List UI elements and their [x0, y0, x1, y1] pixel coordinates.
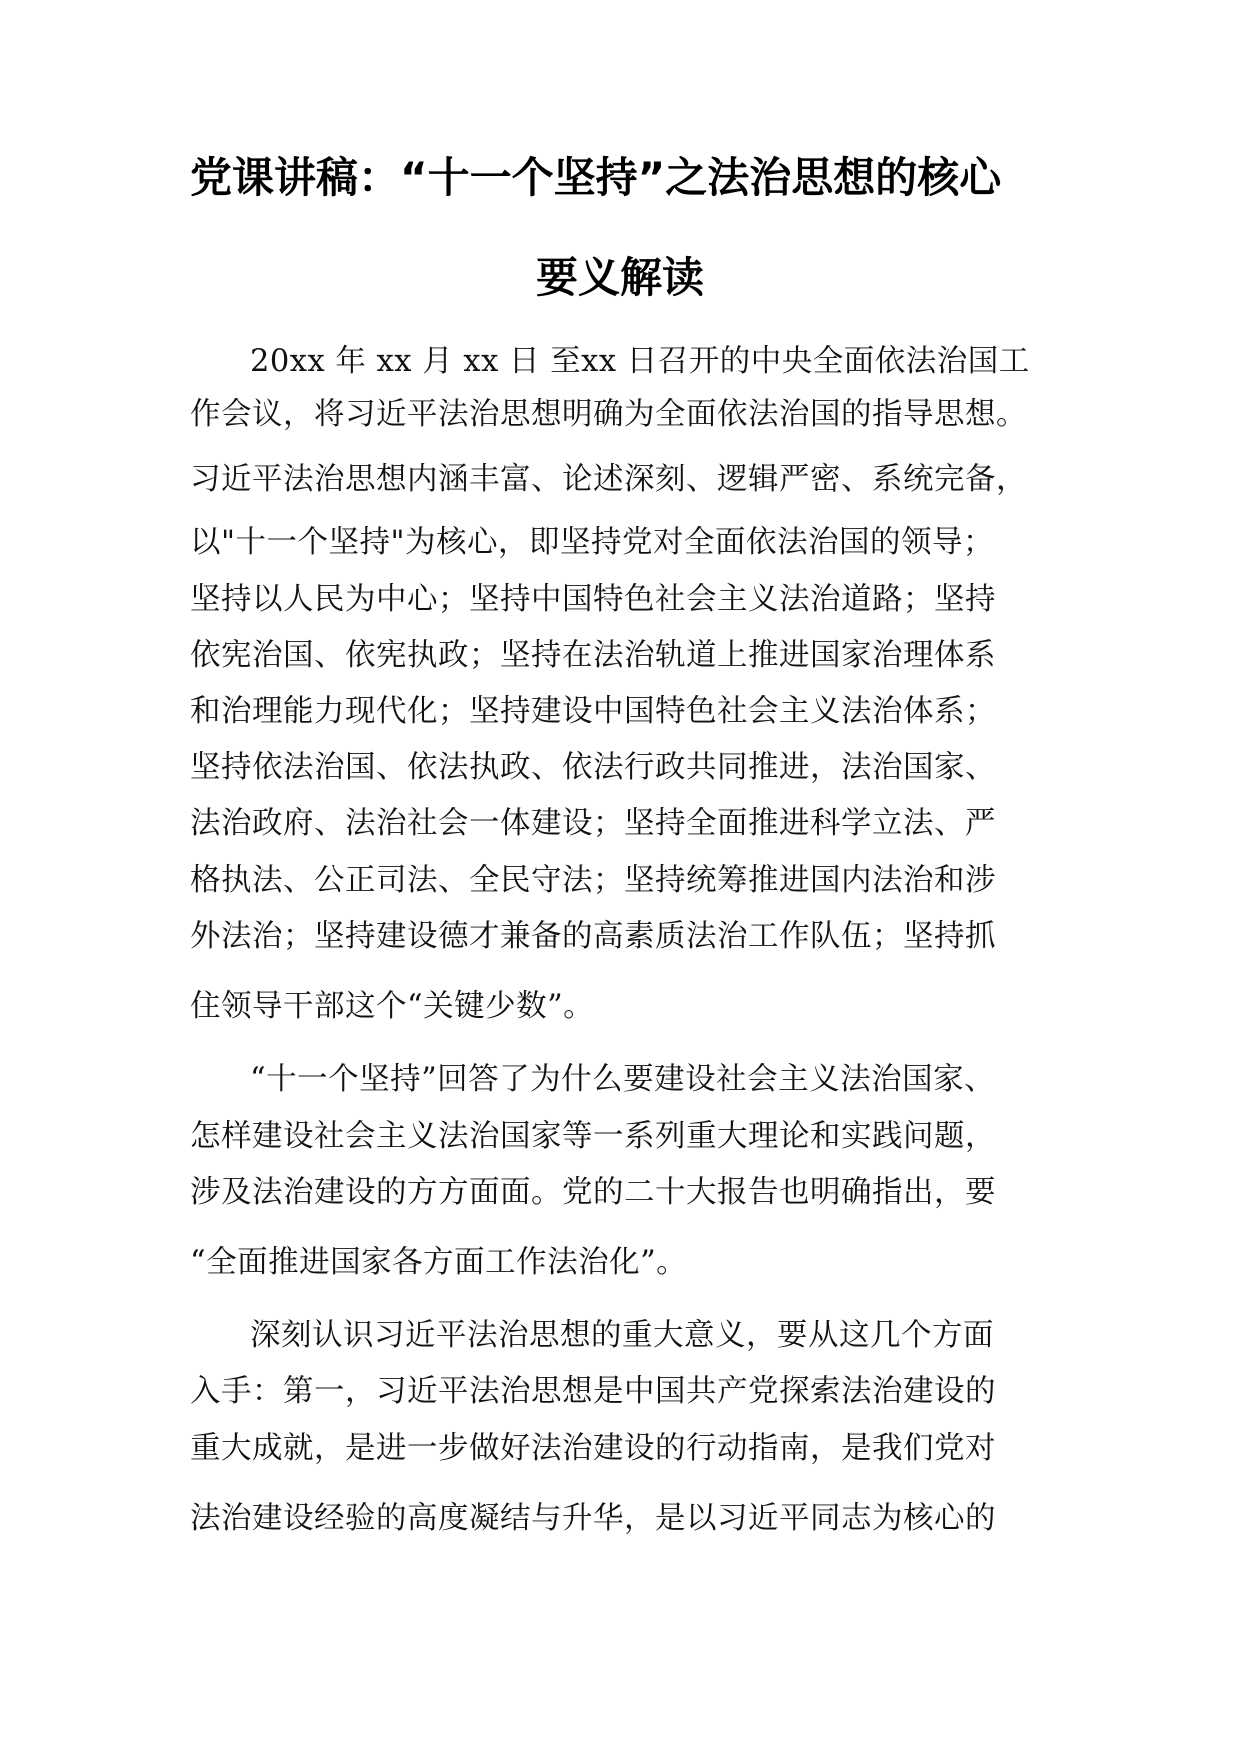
document-title-line-2: 要义解读 [535, 253, 704, 302]
paragraph-line: 坚持以人民为中心；坚持中国特色社会主义法治道路；坚持 [190, 582, 996, 617]
paragraph-line: 格执法、公正司法、全民守法；坚持统筹推进国内法治和涉 [190, 863, 996, 898]
paragraph-line: 作会议，将习近平法治思想明确为全面依法治国的指导思想。 [190, 397, 1027, 432]
paragraph-line: 住领导干部这个“关键少数”。 [190, 989, 595, 1024]
paragraph-line: 法治建设经验的高度凝结与升华，是以习近平同志为核心的 [190, 1501, 996, 1536]
paragraph-line: 外法治；坚持建设德才兼备的高素质法治工作队伍；坚持抓 [190, 919, 996, 954]
paragraph-line: 20xx 年 xx 月 xx 日 至xx 日召开的中央全面依法治国工 [250, 344, 1030, 379]
paragraph-line: 怎样建设社会主义法治国家等一系列重大理论和实践问题， [190, 1119, 996, 1154]
document-title-line-1: 党课讲稿：“十一个坚持”之法治思想的核心 [190, 153, 1002, 202]
paragraph-line: 以"十一个坚持"为核心，即坚持党对全面依法治国的领导； [190, 525, 995, 560]
paragraph-line: “全面推进国家各方面工作法治化”。 [190, 1245, 688, 1280]
paragraph-line: 涉及法治建设的方方面面。党的二十大报告也明确指出，要 [190, 1175, 996, 1210]
paragraph-line: 和治理能力现代化；坚持建设中国特色社会主义法治体系； [190, 694, 996, 729]
paragraph-line: 深刻认识习近平法治思想的重大意义，要从这几个方面 [250, 1318, 994, 1353]
paragraph-line: 依宪治国、依宪执政；坚持在法治轨道上推进国家治理体系 [190, 638, 996, 673]
paragraph-line: 法治政府、法治社会一体建设；坚持全面推进科学立法、严 [190, 806, 996, 841]
paragraph-line: 入手：第一，习近平法治思想是中国共产党探索法治建设的 [190, 1374, 996, 1409]
paragraph-line: “十一个坚持”回答了为什么要建设社会主义法治国家、 [250, 1062, 996, 1097]
paragraph-line: 坚持依法治国、依法执政、依法行政共同推进，法治国家、 [190, 750, 996, 785]
paragraph-line: 习近平法治思想内涵丰富、论述深刻、逻辑严密、系统完备， [190, 462, 1027, 497]
paragraph-line: 重大成就，是进一步做好法治建设的行动指南，是我们党对 [190, 1431, 996, 1466]
